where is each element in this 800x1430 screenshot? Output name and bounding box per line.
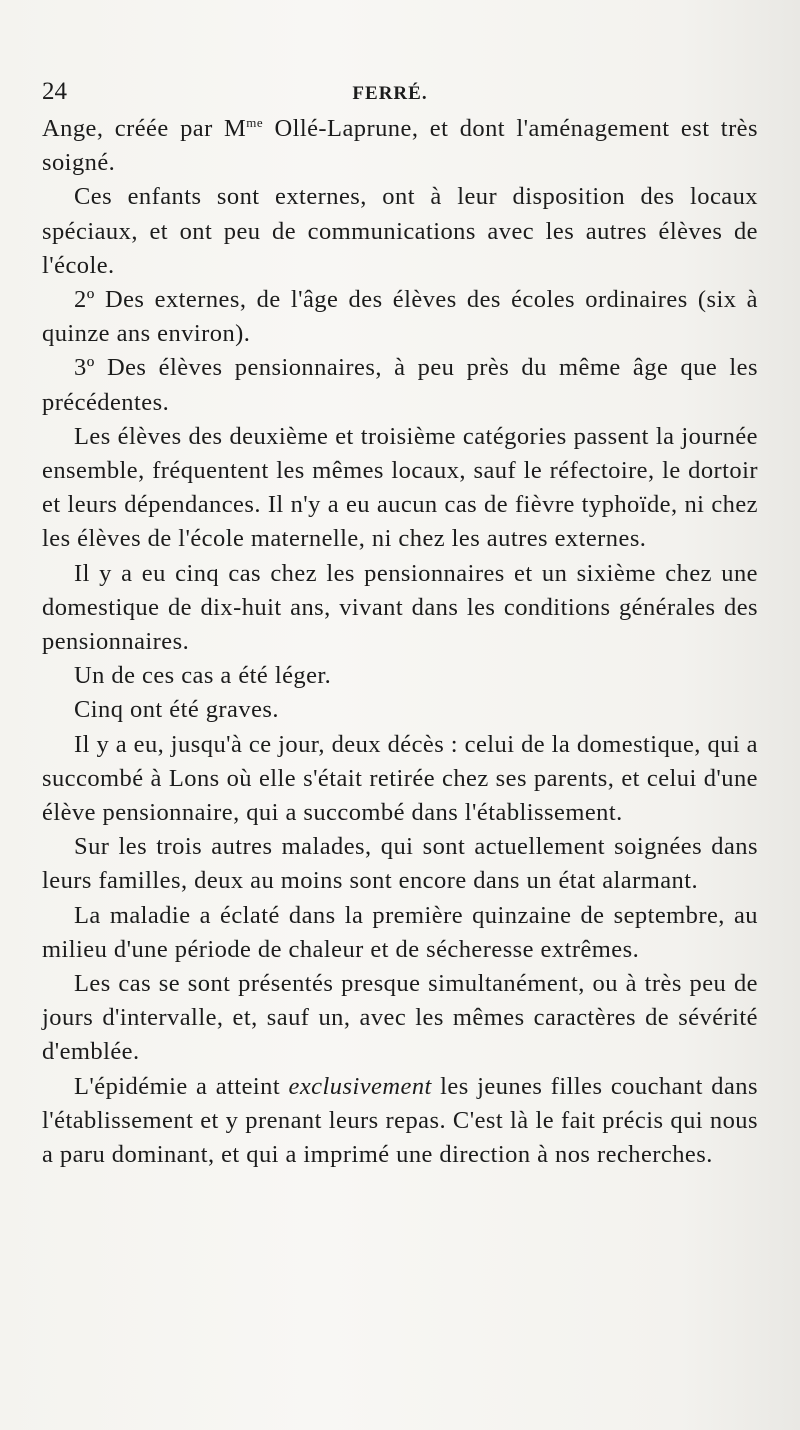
page-header <box>42 78 758 112</box>
paragraph: 3º Des élèves pensionnaires, à peu près du même âge que les précédentes. <box>42 354 758 416</box>
paragraph: Il y a eu, jusqu'à ce jour, deux décès : celui de la domestique, qui a succombé à Lons où elle s'était retirée chez ses parents, et celui d'une élève pensionnaire, qui a succombé dans l'établissement. <box>42 730 758 827</box>
body-text <box>42 112 758 1172</box>
paragraph-continuation: Ange, créée par $M^{me}$ Ollé-Laprune, et dont l'aménagement est très soigné. <box>42 114 758 177</box>
paragraph: Sur les trois autres malades, qui sont actuellement soignées dans leurs familles, deux au moins sont encore dans un état alarmant. <box>42 833 758 895</box>
paragraph: Il y a eu cinq cas chez les pensionnaires et un sixième chez une domestique de dix-huit ans, vivant dans les conditions générales des pensionnaires. <box>42 559 758 656</box>
paragraph: La maladie a éclaté dans la première quinzaine de septembre, au milieu d'une période de chaleur et de sécheresse extrêmes. <box>42 901 758 963</box>
superscript-me: me <box>246 114 264 130</box>
paragraph: Les cas se sont présentés presque simultanément, ou à très peu de jours d'intervalle, et, sauf un, avec les mêmes caractères de sévérité d'emblée. <box>42 970 758 1066</box>
page-number: 24 <box>42 78 67 105</box>
paragraph: L'épidémie a atteint exclusivement les jeunes filles couchant dans l'établissement et y prenant leurs repas. C'est là le fait précis qui nous a paru dominant, et qui a imprimé une direction à nos recherches. <box>42 1072 758 1169</box>
paragraph: Cinq ont été graves. <box>74 696 279 724</box>
paragraph: Les élèves des deuxième et troisième catégories passent la journée ensemble, fréquentent les mêmes locaux, sauf le réfectoire, le dortoir et leurs dépendances. Il n'y a eu aucun cas de fièvre typhoïde, ni chez les élèves de l'école maternelle, ni chez les autres externes. <box>42 422 758 553</box>
paragraph: Ces enfants sont externes, ont à leur disposition des locaux spéciaux, et ont peu de communications avec les autres élèves de l'école. <box>42 183 758 279</box>
italic-word: exclusivement <box>288 1072 432 1100</box>
paragraph: 2º Des externes, de l'âge des élèves des écoles ordinaires (six à quinze ans environ). <box>42 286 758 348</box>
running-title: FERRÉ. <box>352 83 428 104</box>
paragraph: Un de ces cas a été léger. <box>74 662 332 690</box>
